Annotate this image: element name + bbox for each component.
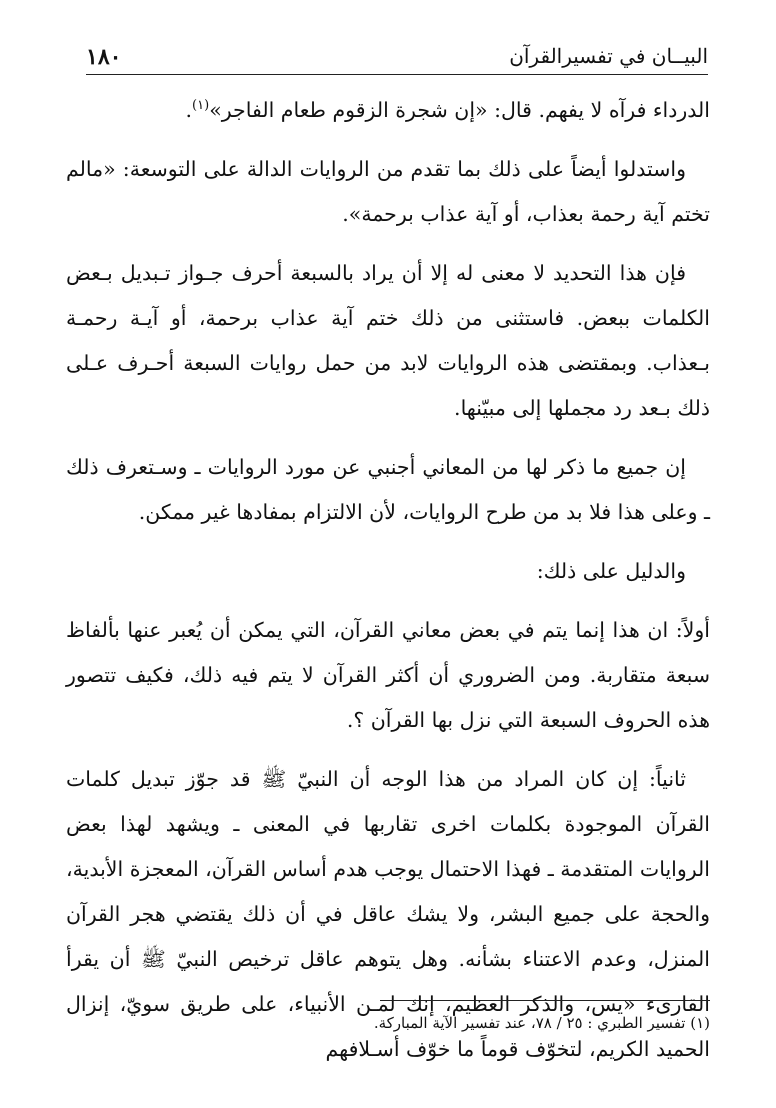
paragraph-6: أولاً: ان هذا إنما يتم في بعض معاني القرآن، التي يمكن أن يُعبر عنها بألفاظ سبعة متقاربة. ومن الضروري أن أكثر القرآن لا يتم فيه ذلك، فكيف تتصور هذه الحروف السبعة التي نزل بها القرآن ؟. xyxy=(66,618,710,732)
footnote-ref[interactable]: (١) xyxy=(192,98,210,114)
running-title: البيــان في تفسيرالقرآن xyxy=(509,44,708,68)
paragraph-3: فإن هذا التحديد لا معنى له إلا أن يراد بالسبعة أحرف جـواز تـبديل بـعض الكلمات ببعض. فاستثنى من ذلك ختم آية عذاب برحمة، أو آيـة رحمـة بـعذاب. وبمقتضى هذه الروايات لابد من حمل روايات السبعة أحـرف عـلى ذلك بـعد رد مجملها إلى مبيّنها. xyxy=(66,261,710,420)
paragraph-1: الدرداء فرآه لا يفهم. قال: «إن شجرة الزقوم طعام الفاجر»$^{(١)}$. xyxy=(185,98,710,122)
footnote: (١) تفسير الطبري : ٢٥ / ٧٨، عند تفسير الآية المباركة. xyxy=(373,1014,710,1032)
paragraph-5: والدليل على ذلك: xyxy=(536,559,686,583)
page-number: ١٨٠ xyxy=(86,44,122,70)
paragraph-2: واستدلوا أيضاً على ذلك بما تقدم من الروايات الدالة على التوسعة: «مالم تختم آية رحمة بعذاب، أو آية عذاب برحمة». xyxy=(66,157,710,226)
paragraph-4: إن جميع ما ذكر لها من المعاني أجنبي عن مورد الروايات ـ وسـتعرف ذلك ـ وعلى هذا فلا بد من طرح الروايات، لأن الالتزام بمفادها غير ممكن. xyxy=(66,455,710,524)
main-text xyxy=(66,88,710,1086)
footnote-divider xyxy=(380,1000,710,1001)
paragraph-7: ثانياً: إن كان المراد من هذا الوجه أن النبيّ ﷺ قد جوّز تبديل كلمات القرآن الموجودة بكلمات اخرى تقاربها في المعنى ـ ويشهد لهذا بعض الروايات المتقدمة ـ فهذا الاحتمال يوجب هدم أساس القرآن، المعجزة الأبدية، والحجة على جميع البشر، ولا يشك عاقل في أن ذلك يقتضي هجر القرآن المنزل، وعدم الاعتناء بشأنه. وهل يتوهم عاقل ترخيص النبيّ ﷺ أن يقرأ القارىء «يس، والذكر العظيم، إنك لمـن الأنبياء، على طريق سويّ، إنزال الحميد الكريم، لتخوّف قوماً ما خوّف أسـلافهم xyxy=(66,767,710,1061)
page-header xyxy=(86,38,708,75)
